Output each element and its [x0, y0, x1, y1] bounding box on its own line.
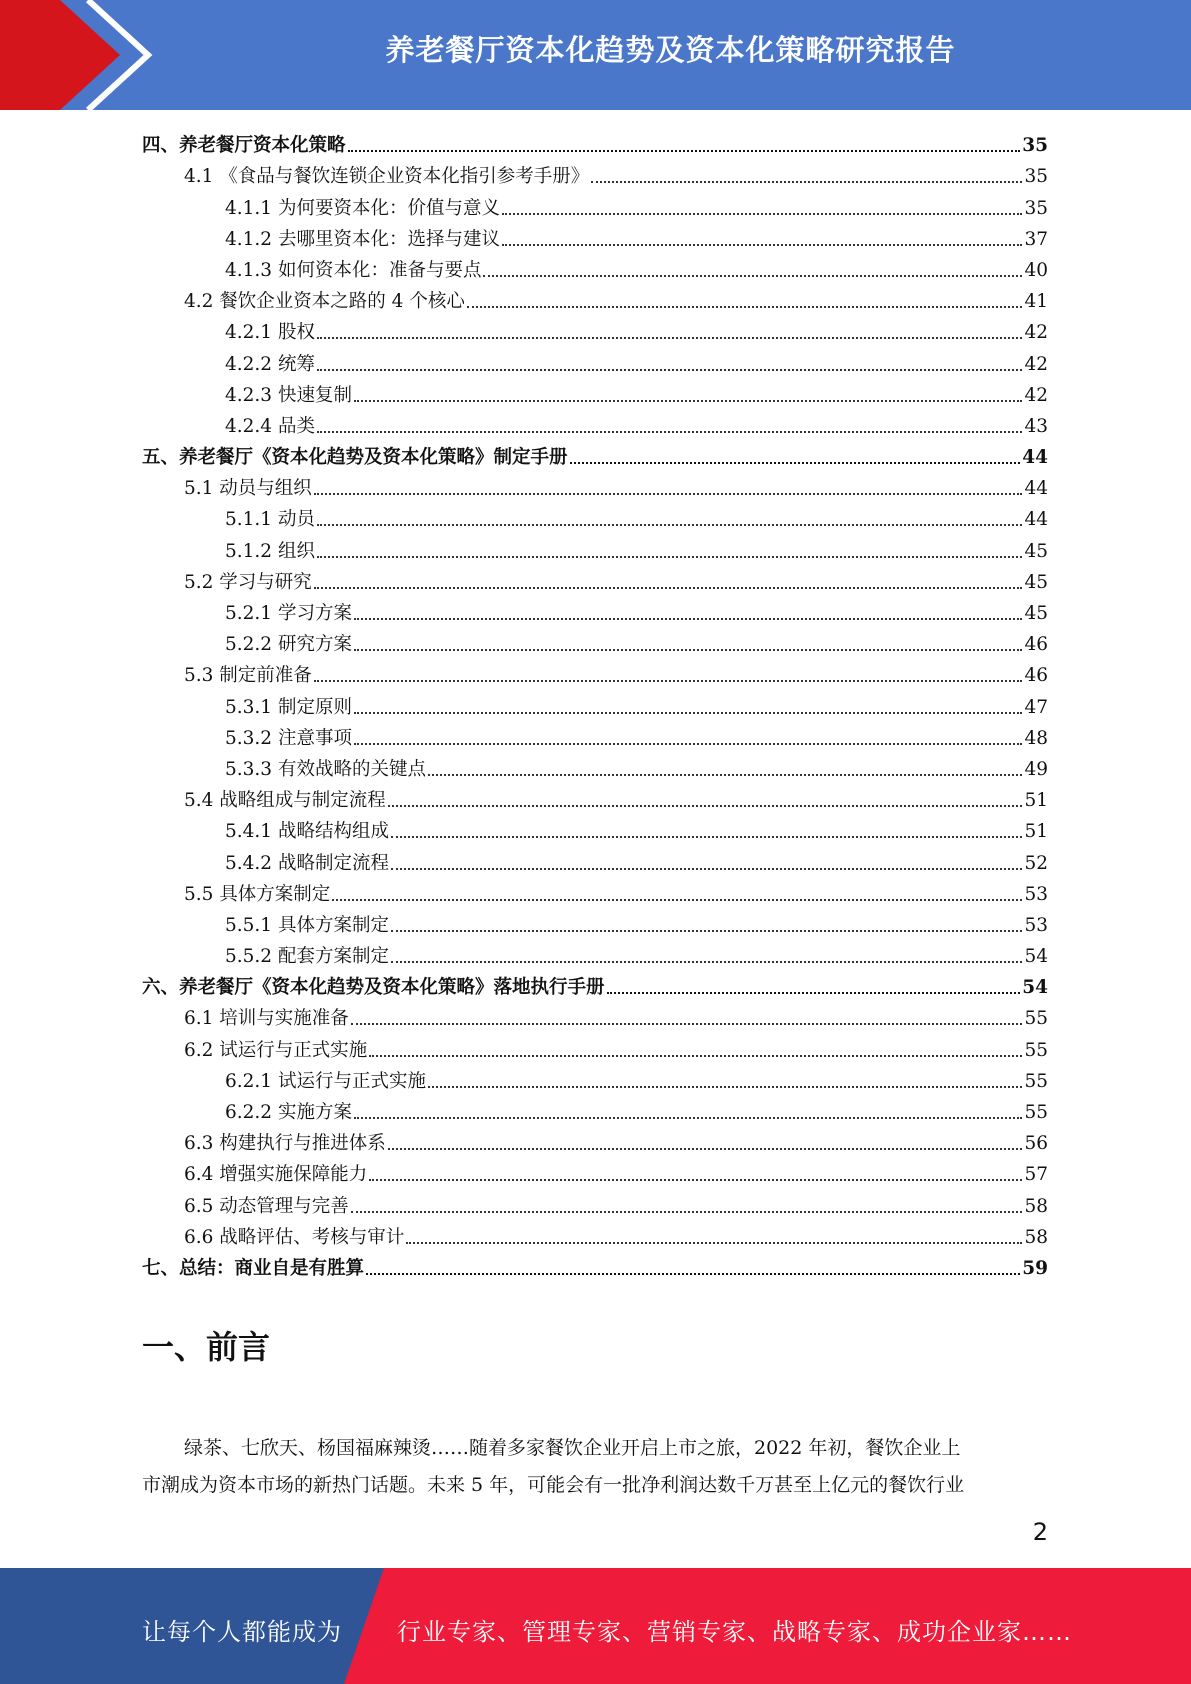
toc-leader-dots: [428, 1086, 1022, 1088]
toc-entry-page: 35: [1022, 135, 1048, 157]
toc-entry-page: 49: [1024, 758, 1048, 780]
toc-entry[interactable]: [142, 688, 1048, 719]
toc-leader-dots: [607, 992, 1021, 994]
toc-entry-page: 45: [1024, 540, 1048, 562]
toc-entry-page: 48: [1024, 727, 1048, 749]
toc-entry-label: 四、养老餐厅资本化策略: [142, 135, 346, 157]
toc-entry[interactable]: [142, 1125, 1048, 1156]
toc-entry-label: 4.2 餐饮企业资本之路的 4 个核心: [184, 291, 465, 313]
toc-entry-page: 59: [1022, 1257, 1048, 1279]
toc-leader-dots: [354, 712, 1023, 714]
toc-entry-label: 5.1.1 动员: [225, 509, 315, 531]
toc-entry-label: 6.2 试运行与正式实施: [184, 1039, 368, 1061]
toc-entry-label: 五、养老餐厅《资本化趋势及资本化策略》制定手册: [142, 447, 568, 469]
toc-entry-label: 5.2.2 研究方案: [225, 634, 352, 656]
toc-entry-label: 6.3 构建执行与推进体系: [184, 1133, 386, 1155]
toc-entry-label: 5.4.2 战略制定流程: [225, 852, 389, 874]
body-line-2: 市潮成为资本市场的新热门话题。未来 5 年，可能会有一批净利润达数千万甚至上亿元的餐饮行业: [142, 1474, 965, 1496]
toc-entry[interactable]: [142, 377, 1048, 408]
toc-entry[interactable]: [142, 221, 1048, 252]
footer-slogan-right: 行业专家、管理专家、营销专家、战略专家、成功企业家……: [397, 1618, 1072, 1646]
toc-entry-label: 6.5 动态管理与完善: [184, 1195, 349, 1217]
toc-leader-dots: [502, 213, 1022, 215]
toc-entry[interactable]: [142, 252, 1048, 283]
toc-entry[interactable]: [142, 158, 1048, 189]
toc-entry[interactable]: [142, 283, 1048, 314]
toc-entry-label: 5.1.2 组织: [225, 540, 315, 562]
toc-entry-page: 45: [1024, 571, 1048, 593]
toc-leader-dots: [391, 961, 1022, 963]
toc-entry[interactable]: [142, 626, 1048, 657]
toc-entry-label: 5.2 学习与研究: [184, 571, 312, 593]
toc-leader-dots: [332, 899, 1022, 901]
toc-entry-page: 37: [1024, 228, 1048, 250]
toc-entry-label: 5.3 制定前准备: [184, 665, 312, 687]
toc-entry-label: 5.4 战略组成与制定流程: [184, 790, 386, 812]
toc-leader-dots: [391, 868, 1022, 870]
toc-entry[interactable]: [142, 1250, 1048, 1281]
toc-entry-page: 53: [1024, 883, 1048, 905]
toc-entry-label: 6.1 培训与实施准备: [184, 1008, 349, 1030]
toc-leader-dots: [317, 556, 1023, 558]
toc-entry[interactable]: [142, 782, 1048, 813]
toc-leader-dots: [366, 1273, 1020, 1275]
toc-leader-dots: [483, 275, 1022, 277]
toc-leader-dots: [314, 680, 1023, 682]
toc-leader-dots: [351, 1023, 1023, 1025]
toc-leader-dots: [570, 462, 1021, 464]
toc-entry-page: 41: [1024, 291, 1048, 313]
toc-entry-page: 55: [1024, 1102, 1048, 1123]
toc-entry[interactable]: [142, 345, 1048, 376]
toc-entry-label: 5.3.2 注意事项: [225, 727, 352, 749]
toc-entry-label: 5.5 具体方案制定: [184, 883, 331, 905]
toc-leader-dots: [406, 1242, 1022, 1244]
toc-leader-dots: [317, 337, 1023, 339]
toc-entry[interactable]: [142, 938, 1048, 969]
toc-leader-dots: [354, 400, 1023, 402]
toc-entry-label: 6.6 战略评估、考核与审计: [184, 1226, 405, 1248]
toc-entry-page: 35: [1024, 197, 1048, 219]
toc-entry[interactable]: [142, 408, 1048, 439]
toc-entry-page: 42: [1024, 322, 1048, 344]
toc-entry-label: 4.2.3 快速复制: [225, 384, 352, 406]
toc-entry-label: 5.3.3 有效战略的关键点: [225, 758, 426, 780]
toc-entry-label: 5.1 动员与组织: [184, 478, 312, 500]
toc-leader-dots: [388, 1148, 1023, 1150]
toc-entry-label: 七、总结：商业自是有胜算: [142, 1257, 365, 1279]
toc-entry[interactable]: [142, 1219, 1048, 1250]
toc-entry[interactable]: [142, 532, 1048, 563]
toc-entry[interactable]: [142, 844, 1048, 875]
toc-entry-label: 六、养老餐厅《资本化趋势及资本化策略》落地执行手册: [142, 977, 605, 999]
toc-leader-dots: [317, 431, 1023, 433]
toc-leader-dots: [369, 1179, 1022, 1181]
toc-entry-page: 53: [1024, 914, 1048, 936]
toc-leader-dots: [351, 1211, 1023, 1213]
body-line-1: 绿茶、七欣天、杨国福麻辣烫……随着多家餐饮企业开启上市之旅，2022 年初，餐饮企业上: [184, 1437, 961, 1459]
toc-entry[interactable]: [142, 907, 1048, 938]
toc-entry-label: 4.1 《食品与餐饮连锁企业资本化指引参考手册》: [184, 166, 590, 188]
toc-leader-dots: [502, 244, 1022, 246]
toc-entry[interactable]: [142, 1187, 1048, 1218]
toc-entry-page: 47: [1024, 696, 1048, 718]
toc-entry[interactable]: [142, 876, 1048, 907]
toc-leader-dots: [391, 930, 1022, 932]
section-body: [142, 1430, 1048, 1504]
toc-entry-page: 58: [1024, 1195, 1048, 1217]
toc-entry[interactable]: [142, 595, 1048, 626]
toc-leader-dots: [467, 306, 1023, 308]
toc-entry-page: 42: [1024, 384, 1048, 406]
toc-leader-dots: [391, 836, 1022, 838]
toc-entry-page: 40: [1024, 259, 1048, 281]
toc-entry-page: 54: [1022, 977, 1048, 999]
toc-entry[interactable]: [142, 1063, 1048, 1094]
page-number: 2: [1032, 1518, 1048, 1546]
toc-leader-dots: [317, 524, 1023, 526]
toc-entry[interactable]: [142, 657, 1048, 688]
report-title: 养老餐厅资本化趋势及资本化策略研究报告: [385, 33, 956, 67]
toc-entry-label: 4.2.2 统筹: [225, 353, 315, 375]
toc-entry-label: 5.4.1 战略结构组成: [225, 821, 389, 843]
toc-entry[interactable]: [142, 564, 1048, 595]
toc-entry[interactable]: [142, 1031, 1048, 1062]
toc-leader-dots: [428, 774, 1022, 776]
page-footer: [0, 1568, 1191, 1684]
toc-entry-page: 46: [1024, 634, 1048, 656]
toc-leader-dots: [314, 493, 1023, 495]
toc-entry-page: 56: [1024, 1133, 1048, 1155]
toc-entry-page: 45: [1024, 603, 1048, 624]
toc-entry-label: 5.3.1 制定原则: [225, 696, 352, 718]
toc-entry-page: 44: [1024, 509, 1048, 531]
toc-entry-label: 5.5.2 配套方案制定: [225, 946, 389, 968]
toc-entry-label: 4.1.3 如何资本化：准备与要点: [225, 259, 482, 281]
toc-entry-page: 44: [1024, 478, 1048, 500]
toc-entry-label: 4.1.2 去哪里资本化：选择与建议: [225, 228, 500, 250]
toc-entry[interactable]: [142, 314, 1048, 345]
footer-slogan-left: 让每个人都能成为: [142, 1618, 342, 1646]
toc-entry[interactable]: [142, 127, 1048, 158]
toc-entry-page: 42: [1024, 353, 1048, 375]
toc-entry-page: 57: [1024, 1164, 1048, 1186]
toc-leader-dots: [354, 743, 1023, 745]
toc-entry[interactable]: [142, 501, 1048, 532]
toc-entry[interactable]: [142, 1000, 1048, 1031]
toc-entry-page: 55: [1024, 1039, 1048, 1061]
toc-entry-page: 44: [1022, 447, 1048, 469]
toc-entry-page: 51: [1024, 790, 1048, 812]
toc-entry[interactable]: [142, 969, 1048, 1000]
toc-entry[interactable]: [142, 720, 1048, 751]
toc-entry[interactable]: [142, 470, 1048, 501]
toc-entry-label: 4.2.1 股权: [225, 322, 315, 344]
toc-entry-page: 51: [1024, 821, 1048, 843]
toc-leader-dots: [348, 150, 1021, 152]
table-of-contents: [142, 127, 1048, 1281]
toc-entry-label: 6.2.2 实施方案: [225, 1102, 352, 1123]
toc-leader-dots: [314, 587, 1023, 589]
toc-leader-dots: [354, 649, 1023, 651]
toc-entry[interactable]: [142, 439, 1048, 470]
toc-entry-page: 55: [1024, 1070, 1048, 1092]
section-heading: 一、前言: [142, 1328, 271, 1366]
toc-entry[interactable]: [142, 751, 1048, 782]
toc-entry-page: 43: [1024, 415, 1048, 437]
toc-entry-label: 5.5.1 具体方案制定: [225, 914, 389, 936]
toc-entry-page: 35: [1024, 166, 1048, 188]
toc-entry[interactable]: [142, 813, 1048, 844]
toc-entry[interactable]: [142, 189, 1048, 220]
toc-leader-dots: [591, 181, 1022, 183]
toc-entry-page: 46: [1024, 665, 1048, 687]
toc-entry-label: 6.4 增强实施保障能力: [184, 1164, 368, 1186]
toc-leader-dots: [354, 618, 1023, 620]
toc-entry-page: 52: [1024, 852, 1048, 874]
toc-entry[interactable]: [142, 1094, 1048, 1125]
toc-entry-label: 5.2.1 学习方案: [225, 603, 352, 624]
toc-leader-dots: [354, 1117, 1023, 1119]
toc-leader-dots: [317, 369, 1023, 371]
toc-entry-page: 54: [1024, 946, 1048, 968]
toc-entry[interactable]: [142, 1156, 1048, 1187]
toc-entry-label: 4.2.4 品类: [225, 415, 315, 437]
toc-leader-dots: [369, 1055, 1022, 1057]
toc-entry-page: 58: [1024, 1226, 1048, 1248]
toc-entry-label: 4.1.1 为何要资本化：价值与意义: [225, 197, 500, 219]
toc-entry-page: 55: [1024, 1008, 1048, 1030]
toc-entry-label: 6.2.1 试运行与正式实施: [225, 1070, 426, 1092]
page-header: [0, 0, 1191, 110]
toc-leader-dots: [388, 805, 1023, 807]
